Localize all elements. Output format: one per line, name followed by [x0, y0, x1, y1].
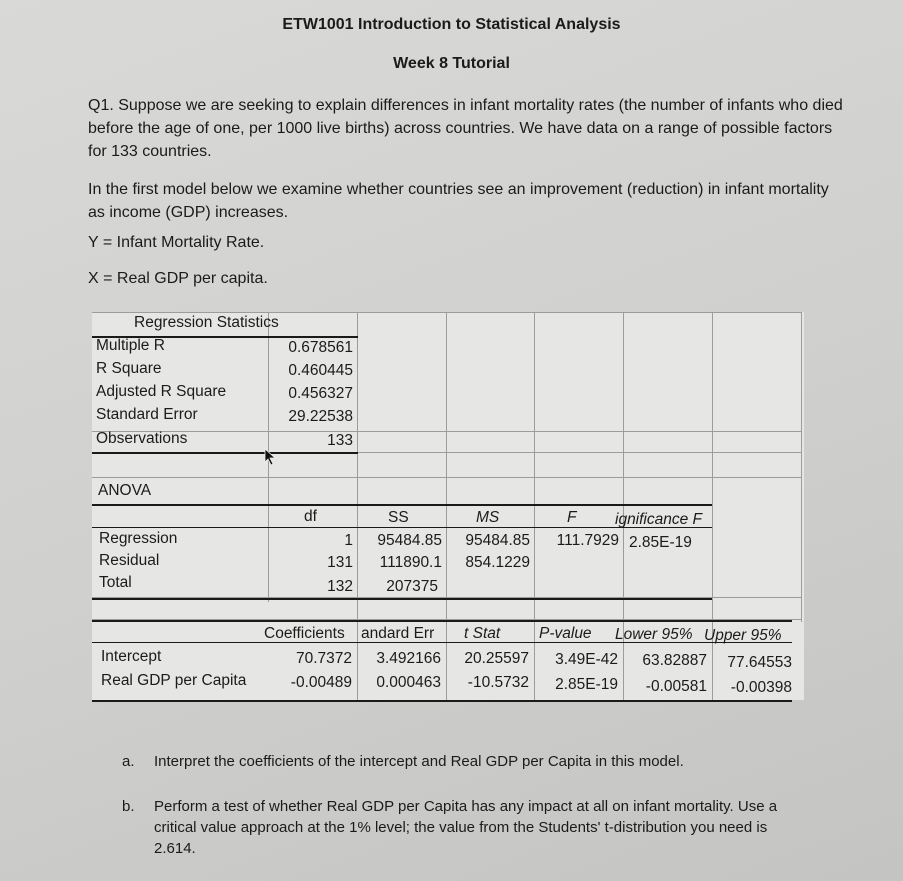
anova-ss: 207375: [386, 578, 438, 595]
anova-ms: 95484.85: [465, 532, 530, 549]
stat-label-adjusted-r-square: Adjusted R Square: [96, 383, 227, 400]
coef-header-upper-95: Upper 95%: [704, 627, 782, 644]
coef-t-stat: -10.5732: [467, 674, 529, 691]
mouse-cursor-icon: [264, 448, 278, 466]
coef-p-value: 2.85E-19: [555, 676, 618, 693]
tutorial-title: Week 8 Tutorial: [393, 55, 510, 72]
stat-label-standard-error: Standard Error: [96, 406, 198, 423]
anova-df: 132: [327, 578, 353, 595]
anova-title: ANOVA: [98, 482, 152, 499]
coef-header-t-stat: t Stat: [464, 625, 501, 642]
stat-value-observations: 133: [327, 432, 353, 449]
regression-output-table: [92, 312, 804, 700]
coef-header-standard-error: andard Err: [361, 625, 435, 642]
y-definition: Y = Infant Mortality Rate.: [88, 234, 265, 251]
anova-ss: 95484.85: [377, 532, 442, 549]
coef-value: 70.7372: [295, 650, 352, 667]
anova-header-significance-f: ignificance F: [615, 511, 703, 528]
anova-df: 1: [344, 532, 353, 549]
part-a-question: Interpret the coefficients of the intercept and Real GDP per Capita in this model.: [154, 753, 684, 770]
coef-p-value: 3.49E-42: [555, 651, 618, 668]
stat-value-r-square: 0.460445: [288, 362, 353, 379]
model-description: In the first model below we examine whether countries see an improvement (reduction) in infant mortality as income (GDP) increases.: [88, 181, 829, 221]
coef-lower-95: 63.82887: [642, 652, 707, 669]
coef-upper-95: -0.00398: [730, 679, 792, 696]
stat-label-multiple-r: Multiple R: [96, 337, 165, 354]
x-definition: X = Real GDP per capita.: [88, 270, 268, 287]
coef-lower-95: -0.00581: [645, 678, 707, 695]
anova-header-f: F: [567, 509, 577, 526]
stat-label-observations: Observations: [96, 430, 188, 447]
coef-header-lower-95: Lower 95%: [615, 626, 693, 643]
coef-upper-95: 77.64553: [727, 654, 792, 671]
regression-statistics-title: Regression Statistics: [134, 314, 279, 331]
coef-row-label: Intercept: [101, 648, 162, 665]
coef-value: -0.00489: [290, 674, 352, 691]
coef-header-coefficients: Coefficients: [264, 625, 345, 642]
anova-row-label: Total: [99, 574, 132, 591]
part-a-label: a.: [122, 753, 135, 770]
anova-header-ss: SS: [388, 509, 409, 526]
anova-df: 131: [327, 554, 353, 571]
anova-ms: 854.1229: [465, 554, 530, 571]
stat-label-r-square: R Square: [96, 360, 162, 377]
coef-standard-error: 3.492166: [376, 650, 441, 667]
anova-f: 111.7929: [556, 532, 619, 549]
stat-value-standard-error: 29.22538: [288, 408, 353, 425]
stat-value-multiple-r: 0.678561: [288, 339, 353, 356]
part-b-question: Perform a test of whether Real GDP per Capita has any impact at all on infant mortality. Use a critical value approach at the 1% level; the value from the Students' t-distribution you need is 2.614.: [154, 798, 778, 857]
course-title: ETW1001 Introduction to Statistical Analysis: [282, 16, 621, 33]
coef-row-label: Real GDP per Capita: [101, 672, 247, 689]
anova-header-ms: MS: [476, 509, 500, 526]
anova-ss: 111890.1: [379, 554, 442, 571]
anova-significance-f: 2.85E-19: [629, 534, 692, 551]
coef-standard-error: 0.000463: [376, 674, 441, 691]
question-intro: Q1. Suppose we are seeking to explain differences in infant mortality rates (the number of infants who died before the age of one, per 1000 live births) across countries. We have data on a range of possible factors for 133 countries.: [88, 97, 843, 160]
anova-header-df: df: [304, 508, 317, 525]
anova-row-label: Residual: [99, 552, 160, 569]
stat-value-adjusted-r-square: 0.456327: [288, 385, 353, 402]
part-b-label: b.: [122, 798, 135, 815]
coef-t-stat: 20.25597: [464, 650, 529, 667]
anova-row-label: Regression: [99, 530, 178, 547]
coef-header-p-value: P-value: [539, 625, 592, 642]
